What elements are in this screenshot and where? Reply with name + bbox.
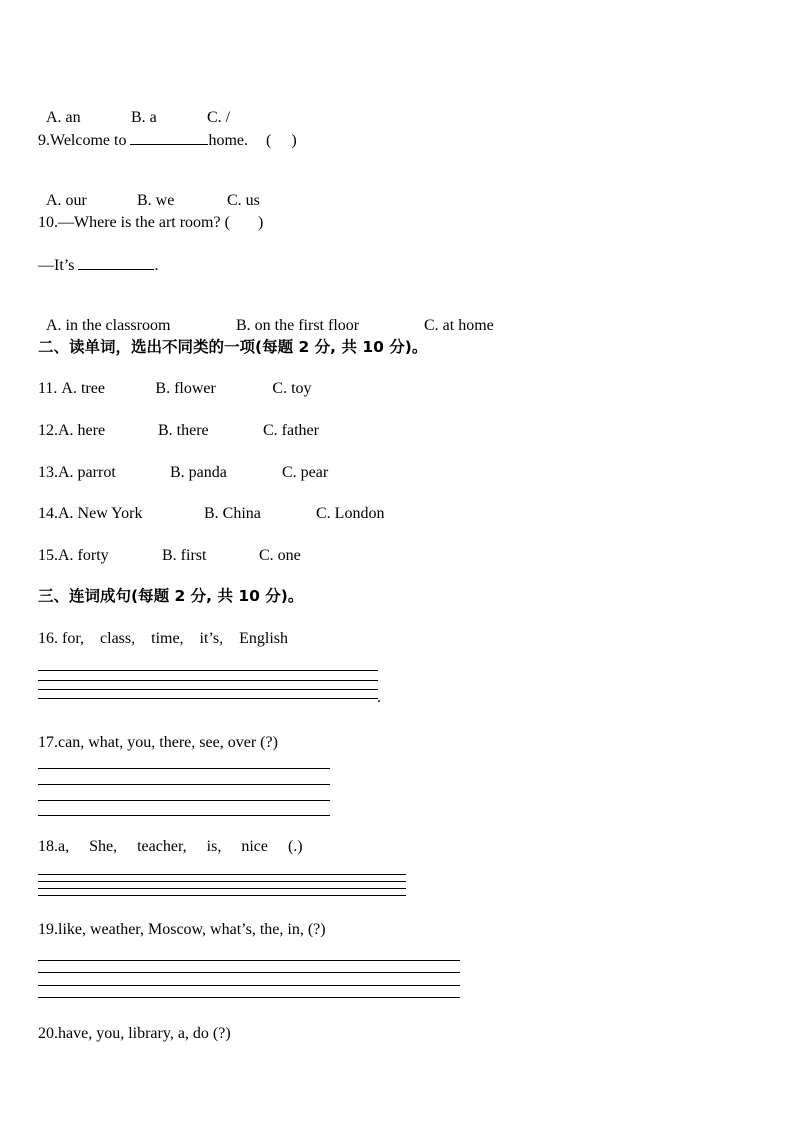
q18-number: 18 bbox=[38, 838, 54, 855]
q20-words: .have, you, library, a, do (?) bbox=[54, 1025, 231, 1042]
q18 bbox=[38, 837, 303, 857]
q15-number: 15. bbox=[38, 547, 58, 564]
q15-option-a: A. forty bbox=[58, 547, 109, 564]
q18-words: .a, She, teacher, is, nice (.) bbox=[54, 838, 303, 855]
q17 bbox=[38, 733, 278, 753]
q12-number: 12. bbox=[38, 422, 58, 439]
q12-option-c: C. father bbox=[263, 422, 319, 439]
q16-number: 16 bbox=[38, 630, 54, 647]
q9-text: Welcome to bbox=[50, 132, 131, 149]
q17-words: .can, what, you, there, see, over (?) bbox=[54, 734, 278, 751]
q13-option-a: A. parrot bbox=[58, 464, 116, 481]
q9-blank[interactable] bbox=[130, 130, 208, 145]
q10-paren-close: ) bbox=[257, 214, 264, 231]
q10-options bbox=[38, 296, 494, 336]
q20 bbox=[38, 1024, 231, 1044]
q12-option-b: B. there bbox=[158, 422, 209, 439]
q10-blank[interactable] bbox=[78, 255, 154, 270]
q15-option-c: C. one bbox=[259, 547, 301, 564]
q10-question bbox=[38, 213, 263, 233]
q14-number: 14. bbox=[38, 505, 58, 522]
q14-option-b: B. China bbox=[204, 505, 261, 522]
q19-number: 19 bbox=[38, 921, 54, 938]
q10-option-b: B. on the first floor bbox=[236, 317, 360, 334]
q13 bbox=[38, 463, 328, 483]
q9-number: 9. bbox=[38, 132, 50, 149]
q8-option-c: C. / bbox=[207, 109, 231, 126]
q11-option-b: B. flower bbox=[155, 380, 216, 397]
q10-answer bbox=[38, 255, 158, 276]
q9-answer-paren[interactable]: ( ) bbox=[266, 132, 297, 149]
q8-options bbox=[38, 88, 230, 128]
q16-period: . bbox=[377, 689, 381, 706]
q13-option-c: C. pear bbox=[282, 464, 329, 481]
q19 bbox=[38, 920, 326, 940]
q11-option-c: C. toy bbox=[272, 380, 312, 397]
q9-option-a: A. our bbox=[46, 192, 87, 209]
q8-option-b: B. a bbox=[131, 109, 157, 126]
q14-option-c: C. London bbox=[316, 505, 385, 522]
q10-number: 10. bbox=[38, 214, 58, 231]
q15-option-b: B. first bbox=[162, 547, 207, 564]
q12-option-a: A. here bbox=[58, 422, 106, 439]
q14-option-a: A. New York bbox=[58, 505, 143, 522]
q10-option-a: A. in the classroom bbox=[46, 317, 171, 334]
q16-words: . for, class, time, it’s, English bbox=[54, 630, 289, 647]
q9-question bbox=[38, 130, 297, 151]
section2-title: 二、读单词，选出不同类的一项(每题 2 分, 共 10 分)。 bbox=[38, 338, 428, 356]
q13-number: 13. bbox=[38, 464, 58, 481]
q12 bbox=[38, 421, 319, 441]
q9-options bbox=[38, 171, 260, 211]
q14 bbox=[38, 504, 384, 524]
q11-option-a: A. tree bbox=[61, 380, 105, 397]
q10-option-c: C. at home bbox=[424, 317, 494, 334]
q9-option-c: C. us bbox=[227, 192, 260, 209]
q10-answer-period: . bbox=[154, 257, 159, 274]
q17-number: 17 bbox=[38, 734, 54, 751]
q11-number: 11. bbox=[38, 380, 62, 397]
section3-title: 三、连词成句(每题 2 分, 共 10 分)。 bbox=[38, 587, 304, 605]
q10-text: Where is the art room? ( bbox=[74, 214, 230, 231]
q10-dash: — bbox=[58, 214, 74, 231]
q10-answer-text: —It’s bbox=[38, 257, 79, 274]
q20-number: 20 bbox=[38, 1025, 54, 1042]
q15 bbox=[38, 546, 301, 566]
q19-words: .like, weather, Moscow, what’s, the, in, (?) bbox=[54, 921, 326, 938]
q16 bbox=[38, 629, 288, 649]
q13-option-b: B. panda bbox=[170, 464, 227, 481]
q8-option-a: A. an bbox=[46, 109, 81, 126]
q9-option-b: B. we bbox=[137, 192, 175, 209]
q9-text-post: home. bbox=[208, 132, 249, 149]
q11 bbox=[38, 379, 312, 399]
